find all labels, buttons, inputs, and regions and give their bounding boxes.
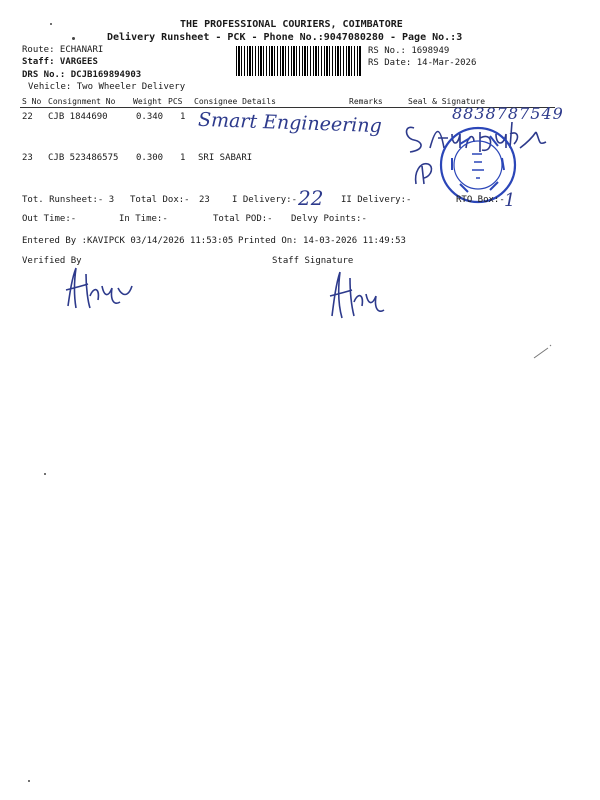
row-sno: 23 — [22, 153, 33, 163]
row-consignee: SRI SABARI — [198, 153, 253, 163]
total-runsheet: Tot. Runsheet:- 3 — [22, 195, 115, 205]
i-delivery-value: 22 — [298, 186, 324, 210]
total-dox-label: Total Dox:- — [130, 195, 190, 205]
row-weight: 0.340 — [136, 112, 164, 122]
total-pod-label: Total POD:- — [213, 214, 273, 224]
staff-signature — [322, 266, 392, 322]
printed-on: Printed On: 14-03-2026 11:49:53 — [238, 236, 406, 246]
stamp-scribble — [410, 158, 438, 188]
handwritten-phone: 8838787549 — [452, 104, 564, 123]
col-consignment: Consignment No — [48, 97, 116, 106]
rs-number: RS No.: 1698949 — [368, 46, 450, 56]
barcode — [236, 46, 362, 76]
stray-dot — [50, 23, 52, 25]
runsheet-subtitle: Delivery Runsheet - PCK - Phone No.:9047080280 - Page No.:3 — [107, 32, 463, 43]
drs-number: DRS No.: DCJB169894903 — [22, 70, 142, 80]
in-time-label: In Time:- — [119, 214, 168, 224]
col-pcs: PCS — [168, 97, 183, 106]
vehicle-label: Vehicle: Two Wheeler Delivery — [28, 82, 186, 92]
i-delivery-label: I Delivery:- — [232, 195, 298, 205]
rs-date: RS Date: 14-Mar-2026 — [368, 58, 477, 68]
row-pcs: 1 — [180, 153, 186, 163]
entered-by: Entered By :KAVIPCK 03/14/2026 11:53:05 — [22, 236, 234, 246]
row-weight: 0.300 — [136, 153, 164, 163]
row-consignment: CJB 523486575 — [48, 153, 119, 163]
stray-mark — [72, 37, 75, 40]
stray-dot — [28, 780, 30, 782]
row-pcs: 1 — [180, 112, 186, 122]
total-dox-value: 23 — [199, 195, 210, 205]
company-title: THE PROFESSIONAL COURIERS, COIMBATORE — [180, 19, 403, 30]
stray-dot — [44, 473, 46, 475]
row-consignment: CJB 1844690 — [48, 112, 108, 122]
delvy-points-label: Delvy Points:- — [291, 214, 367, 224]
verified-by-label: Verified By — [22, 256, 82, 266]
verifier-signature — [58, 262, 138, 312]
col-consignee: Consignee Details — [194, 97, 276, 106]
route-label: Route: ECHANARI — [22, 45, 104, 55]
col-sno: S No — [22, 97, 42, 106]
rto-box-label: RTO Box:- — [456, 195, 505, 205]
staff-label: Staff: VARGEES — [22, 57, 98, 67]
col-weight: Weight — [133, 97, 162, 106]
row-sno: 22 — [22, 112, 33, 122]
ii-delivery-label: II Delivery:- — [341, 195, 412, 205]
rto-box-value: 1 — [504, 190, 516, 211]
stray-mark — [532, 344, 552, 360]
col-remarks: Remarks — [349, 97, 383, 106]
staff-signature-label: Staff Signature — [272, 256, 354, 266]
out-time-label: Out Time:- — [22, 214, 77, 224]
col-seal: Seal & Signature — [408, 97, 486, 106]
handwritten-consignee: Smart Engineering — [197, 108, 383, 138]
